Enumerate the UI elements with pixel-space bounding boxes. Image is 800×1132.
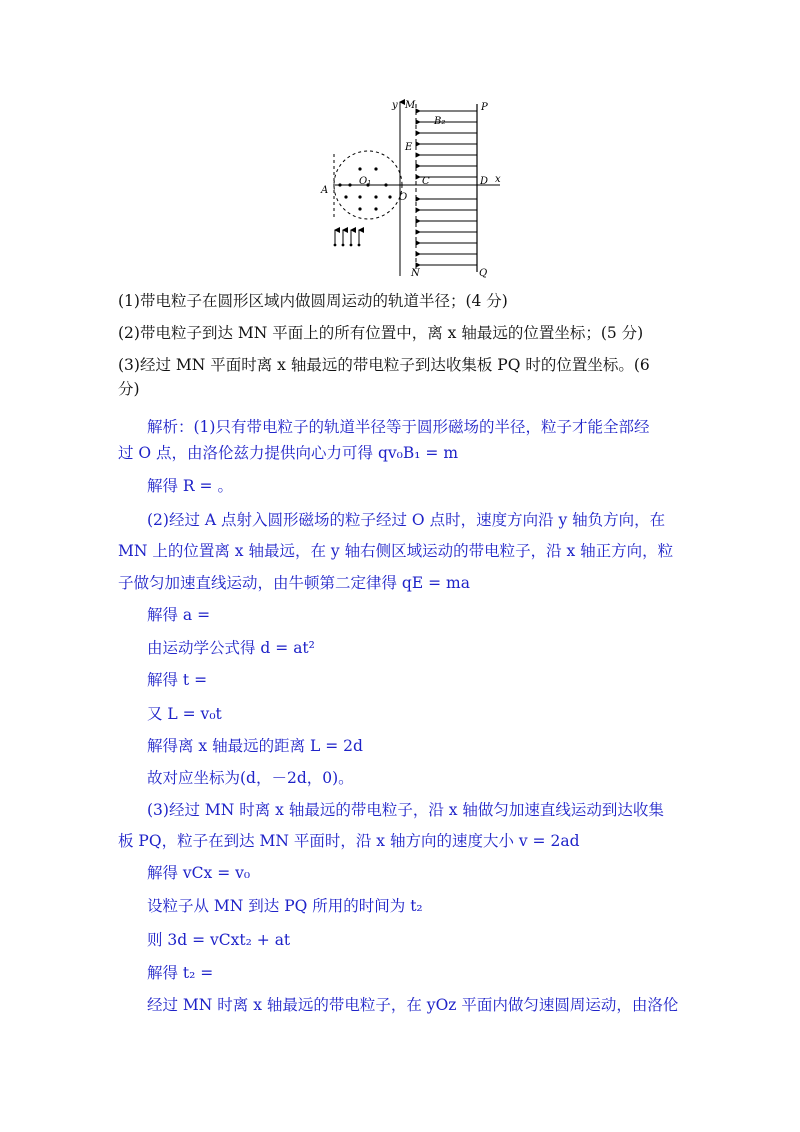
field-dot <box>358 207 361 210</box>
solution-line-12: 故对应坐标为(d，－2d，0)。 <box>147 769 354 787</box>
magnetic-field-dots <box>338 167 391 210</box>
label-m: M <box>405 100 416 111</box>
label-x: x <box>495 174 501 185</box>
question-3: (3)经过 MN 平面时离 x 轴最远的带电粒子到达收集板 PQ 时的位置坐标。(6 <box>118 356 650 374</box>
field-dot <box>358 195 361 198</box>
solution-line-17: 则 3d = vCxt₂ + at <box>147 931 291 949</box>
field-dot <box>344 195 347 198</box>
question-2: (2)带电粒子到达 MN 平面上的所有位置中，离 x 轴最远的位置坐标；(5 分) <box>118 324 644 342</box>
solution-line-5: MN 上的位置离 x 轴最远，在 y 轴右侧区域运动的带电粒子，沿 x 轴正方向，粒 <box>118 542 674 560</box>
label-b2: B₂ <box>434 116 446 127</box>
field-dot <box>374 207 377 210</box>
particle-source-dot <box>334 244 337 247</box>
electric-field-lines <box>420 111 477 265</box>
field-dot <box>338 183 341 186</box>
field-dot <box>388 195 391 198</box>
solution-line-9: 解得 t = <box>147 671 208 689</box>
particle-source-dot <box>342 244 345 247</box>
particle-source-dot <box>358 244 361 247</box>
label-c: C <box>422 176 430 187</box>
solution-line-18: 解得 t₂ = <box>147 964 214 982</box>
solution-line-7: 解得 a = <box>147 606 211 624</box>
particle-source-dot <box>350 244 353 247</box>
question-3-cont: 分) <box>118 380 140 398</box>
label-y: y <box>392 100 398 111</box>
solution-line-14: 板 PQ，粒子在到达 MN 平面时，沿 x 轴方向的速度大小 v = 2ad <box>118 832 580 850</box>
solution-line-2: 过 O 点，由洛伦兹力提供向心力可得 qv₀B₁ = m <box>118 444 459 462</box>
solution-line-1: 解析：(1)只有带电粒子的轨道半径等于圆形磁场的半径，粒子才能全部经 <box>147 418 650 436</box>
label-e: E <box>405 142 413 153</box>
field-dot <box>348 183 351 186</box>
label-o: O <box>399 192 408 203</box>
particle-beam-arrows <box>334 230 361 246</box>
question-1: (1)带电粒子在圆形区域内做圆周运动的轨道半径；(4 分) <box>118 292 508 310</box>
field-dot <box>374 195 377 198</box>
field-dot <box>384 183 387 186</box>
solution-line-16: 设粒子从 MN 到达 PQ 所用的时间为 t₂ <box>147 897 423 915</box>
field-dot <box>358 167 361 170</box>
field-dot <box>374 167 377 170</box>
solution-line-13: (3)经过 MN 时离 x 轴最远的带电粒子，沿 x 轴做匀加速直线运动到达收集 <box>147 801 664 819</box>
label-o1: O₁ <box>359 176 372 187</box>
label-p: P <box>481 102 488 113</box>
solution-line-4: (2)经过 A 点射入圆形磁场的粒子经过 O 点时，速度方向沿 y 轴负方向，在 <box>147 511 666 529</box>
physics-diagram <box>315 96 515 280</box>
label-q: Q <box>479 268 488 279</box>
solution-line-3: 解得 R = 。 <box>147 477 233 495</box>
solution-line-15: 解得 vCx = v₀ <box>147 864 251 882</box>
solution-line-11: 解得离 x 轴最远的距离 L = 2d <box>147 737 363 755</box>
solution-line-8: 由运动学公式得 d = at² <box>147 639 315 657</box>
label-a: A <box>321 185 329 196</box>
label-n: N <box>411 268 420 279</box>
solution-line-10: 又 L = v₀t <box>147 705 222 723</box>
solution-line-19: 经过 MN 时离 x 轴最远的带电粒子，在 yOz 平面内做匀速圆周运动，由洛伦 <box>147 996 679 1014</box>
field-diagram-svg <box>315 96 515 280</box>
solution-line-6: 子做匀加速直线运动，由牛顿第二定律得 qE = ma <box>118 574 470 592</box>
label-d: D <box>480 176 489 187</box>
